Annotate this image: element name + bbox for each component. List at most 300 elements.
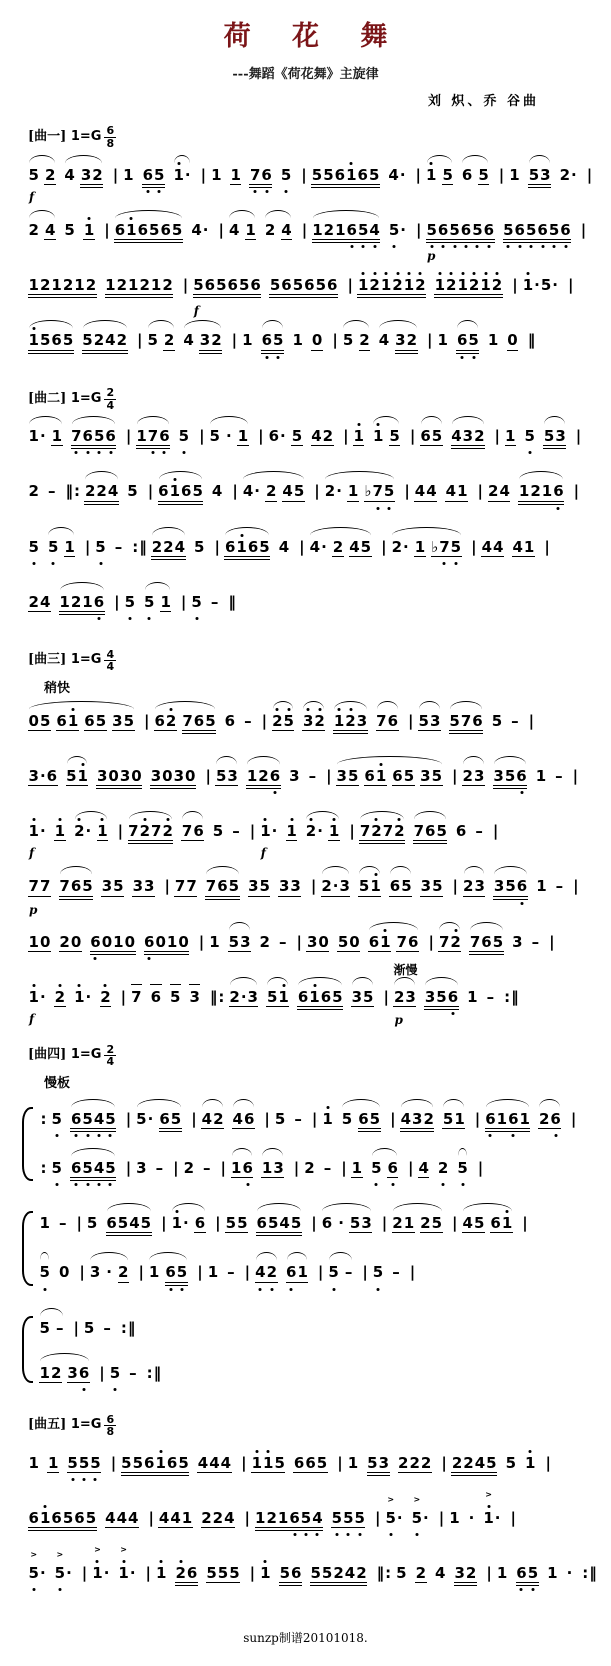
note-token: –	[47, 482, 56, 501]
barline: :‖	[120, 1318, 136, 1337]
note-token: 441	[158, 1508, 193, 1527]
note-token: 6 5 4 5	[70, 1159, 116, 1181]
note-token: 21	[392, 1214, 415, 1233]
note-group	[461, 166, 489, 185]
note-token: 1	[47, 1453, 59, 1472]
note-token: 1	[505, 427, 516, 446]
composer-credit: 刘 炽、乔 谷曲	[427, 94, 539, 109]
note-token: 2	[44, 165, 56, 184]
section-tag: [曲五]	[28, 1417, 71, 1433]
barline: |	[76, 1214, 82, 1233]
time-signature: $\frac{6}{8}$	[106, 1412, 115, 1439]
music-line	[28, 806, 611, 861]
barline: |	[244, 1508, 251, 1527]
note-token: 224	[151, 538, 185, 560]
note-token: 1	[54, 822, 65, 841]
note-token: 2	[332, 537, 344, 556]
note-token: 4	[44, 220, 56, 239]
barline: |	[362, 1263, 368, 1282]
barline: |	[197, 1263, 203, 1282]
barline: ‖	[228, 592, 236, 611]
note-token: 2	[100, 988, 111, 1007]
note-token: 2	[415, 1564, 427, 1583]
note-token: 72 72	[128, 822, 174, 844]
note-token: 25	[420, 1214, 443, 1233]
note-token: 33	[278, 877, 301, 896]
barline: :‖	[582, 1564, 597, 1583]
barline: |	[311, 1214, 317, 1233]
note-token: 565656 f	[193, 276, 261, 319]
note-token: 1	[123, 165, 134, 184]
note-token: 05	[28, 711, 51, 730]
note-token: –	[344, 1263, 353, 1282]
note-group	[154, 712, 216, 734]
note-token: 1	[83, 221, 94, 240]
section-4	[0, 1043, 611, 1397]
barline: |	[258, 427, 264, 446]
note-token: 1216	[59, 593, 105, 615]
key-signature: 1=G	[70, 652, 102, 668]
note-token: 1 ·	[173, 166, 191, 184]
barline: |	[249, 822, 256, 841]
note-token: 5	[372, 1263, 383, 1281]
barline: |	[528, 711, 535, 730]
note-token: 61	[368, 933, 391, 952]
note-token: 2 5	[272, 712, 295, 731]
barline: |	[117, 822, 124, 841]
note-token: 32	[80, 166, 103, 188]
dynamic-marking: p	[29, 902, 38, 917]
note-token: 33	[132, 877, 155, 896]
key-signature: 1=G	[70, 1047, 102, 1063]
note-token: 6	[224, 711, 236, 730]
note-group	[89, 1263, 129, 1282]
note-group	[47, 538, 75, 557]
barline: |	[572, 766, 579, 785]
note-token: 5	[389, 427, 400, 446]
note-token: 224	[84, 482, 118, 504]
note-token: 1 > ·	[92, 1545, 110, 1583]
note-token: 5	[341, 1109, 353, 1128]
note-token: 1	[211, 165, 222, 184]
note-token: 2·	[559, 165, 577, 184]
note-token: 20	[59, 932, 82, 951]
note-group	[368, 933, 419, 952]
barline: |	[404, 482, 410, 501]
barline: |	[408, 711, 414, 730]
barline: |	[381, 537, 387, 556]
note-token: 2	[265, 482, 277, 501]
note-token: 35	[420, 766, 443, 785]
note-token: 5561 65	[311, 166, 380, 188]
note-token: 6 5	[165, 1263, 188, 1285]
note-token: 65	[84, 711, 107, 730]
note-token: 51	[66, 767, 89, 786]
key-signature: 1=G	[70, 1417, 102, 1433]
note-token: 44	[481, 537, 504, 556]
note-token: 35	[248, 877, 270, 896]
barline: |	[164, 877, 170, 896]
note-token: 44	[414, 482, 437, 501]
note-token: –	[511, 711, 519, 730]
note-token: 24	[488, 482, 510, 501]
barline: |	[249, 1564, 256, 1583]
note-token: 53	[418, 712, 441, 731]
note-token: 42	[311, 427, 334, 446]
barline: |	[125, 1158, 132, 1177]
note-token: 61	[490, 1214, 513, 1233]
note-token: 1	[547, 1564, 558, 1583]
note-token: –	[392, 1263, 400, 1282]
note-token: 222	[398, 1453, 432, 1472]
note-token: 4	[418, 1158, 429, 1177]
barline: |	[452, 877, 459, 896]
note-group	[28, 427, 63, 446]
note-group	[74, 822, 109, 841]
note-token: 1 2 1 2 1 2	[357, 276, 426, 298]
time-signature: $\frac{2}{4}$	[106, 1042, 115, 1069]
barline: |	[241, 1453, 247, 1472]
dynamic-marking: f	[193, 304, 199, 319]
music-line	[28, 577, 611, 632]
section-tag: [曲三]	[28, 652, 71, 668]
note-token: 5	[291, 427, 303, 446]
note-token: 5	[491, 711, 503, 730]
dynamic-marking: f	[29, 846, 35, 861]
barline: |	[415, 220, 422, 239]
note-token: 1	[286, 822, 297, 841]
music-line	[28, 205, 611, 264]
note-token: 17 6	[136, 427, 170, 449]
note-token: 3030	[96, 767, 142, 789]
barline: |	[452, 1214, 458, 1233]
note-token: 61 6565	[114, 221, 183, 243]
barline: |	[215, 1214, 221, 1233]
voices	[35, 1201, 532, 1300]
note-token: –	[278, 932, 287, 951]
note-token: 5	[39, 1318, 50, 1337]
barline: |	[474, 1109, 481, 1128]
note-group	[305, 822, 340, 841]
note-token: 3	[512, 932, 523, 951]
note-group	[268, 427, 303, 446]
barline: |	[81, 1564, 88, 1583]
note-token: 1	[414, 537, 426, 556]
barline: |	[409, 427, 416, 446]
note-token: 4	[278, 537, 290, 556]
note-token: 5	[274, 1109, 286, 1128]
note-token: 5	[342, 331, 354, 350]
note-token: 35	[101, 877, 124, 896]
note-token: 42	[201, 1110, 224, 1129]
barline: |	[544, 537, 550, 556]
note-token: 35	[420, 877, 443, 896]
note-token: 6 5	[261, 331, 284, 353]
barline: |	[512, 276, 518, 295]
note-token: 55242	[310, 1564, 367, 1586]
note-token: 1	[237, 427, 249, 446]
note-token: 65	[358, 1110, 381, 1132]
time-signature: $\frac{4}{4}$	[106, 647, 115, 674]
barline: |	[477, 1158, 484, 1177]
note-token: 53	[367, 1454, 390, 1476]
note-group	[144, 593, 172, 612]
system-brace	[22, 1107, 33, 1182]
barline: |	[486, 1564, 492, 1583]
music-line	[28, 315, 611, 370]
barline: |	[522, 1214, 528, 1233]
barline: |	[180, 592, 187, 611]
dynamic-marking: p	[394, 1013, 403, 1028]
note-token: –	[555, 766, 563, 785]
barline: |	[104, 220, 110, 239]
barline: |	[137, 331, 143, 350]
note-token: 35	[336, 766, 359, 785]
note-token: 6	[461, 165, 473, 184]
barline: |	[73, 1318, 79, 1337]
note-token: 2·3	[321, 877, 351, 896]
note-token: 1216	[518, 482, 564, 504]
barline: |	[575, 427, 582, 446]
barline: |	[299, 537, 305, 556]
barline: |	[332, 331, 338, 350]
note-token: 23	[463, 877, 486, 896]
note-token: 24	[28, 592, 51, 611]
note-token: 1	[509, 165, 520, 184]
barline: |	[492, 822, 499, 841]
note-token: 5 6 5 6 5 6 p	[426, 220, 495, 264]
note-group	[28, 165, 56, 204]
barline: ‖:	[65, 482, 80, 501]
note-token: 46	[232, 1110, 255, 1129]
barline: :	[40, 1109, 47, 1128]
note-token: 35	[351, 988, 374, 1007]
barline: |	[182, 276, 189, 295]
barline: |	[409, 1263, 416, 1282]
note-token: 1	[347, 482, 359, 501]
barline: |	[580, 220, 587, 239]
music-line	[28, 466, 611, 521]
music-line	[28, 751, 611, 806]
note-token: 32	[454, 1564, 477, 1586]
note-token: 5 5 5	[67, 1454, 101, 1473]
barline: |	[218, 220, 224, 239]
barline: |	[161, 1214, 167, 1233]
time-signature: $\frac{2}{4}$	[106, 386, 115, 412]
music-line	[28, 522, 611, 577]
barline: |	[586, 165, 593, 184]
section-header	[28, 1413, 611, 1438]
note-token: 51	[358, 877, 381, 896]
note-token: ·	[566, 1564, 573, 1583]
note-token: 76	[181, 822, 204, 841]
note-token: 2 6	[175, 1564, 198, 1586]
note-token: 1	[328, 822, 339, 841]
note-token: 45	[462, 1214, 485, 1233]
barline: |	[407, 1158, 414, 1177]
note-token: 5	[524, 427, 535, 445]
note-group	[426, 166, 454, 185]
note-token: 1	[437, 331, 448, 350]
note-group	[28, 712, 135, 731]
note-token: 1 ·	[171, 1214, 189, 1232]
note-token: 1	[160, 592, 171, 611]
page-title: 荷 花 舞	[223, 21, 404, 52]
barline: |	[314, 482, 320, 501]
note-group	[136, 1110, 182, 1132]
note-token: 6 5	[456, 331, 479, 353]
note-token: 5	[194, 537, 205, 556]
barline: |	[145, 1564, 152, 1583]
note-token: 4 2	[255, 1263, 278, 1282]
note-token: 53	[215, 767, 238, 786]
note-token: 1	[449, 1508, 460, 1527]
note-token: 61	[364, 767, 387, 786]
note-token: 6	[194, 1214, 206, 1233]
note-token: 121212	[28, 276, 97, 298]
note-token: 65	[389, 877, 412, 896]
note-token: 4	[281, 220, 292, 239]
note-token: 51	[266, 988, 289, 1007]
note-token: 53	[228, 933, 251, 952]
barline: |	[471, 537, 477, 556]
note-token: 65	[420, 427, 443, 446]
barline: |	[415, 165, 422, 184]
barline: |	[200, 165, 207, 184]
barline: |	[494, 427, 501, 446]
note-token: 4·	[242, 482, 260, 501]
note-token: 6 16 1	[485, 1110, 531, 1132]
note-token: 1	[322, 1110, 333, 1128]
note-token: 1 ·	[74, 988, 92, 1006]
note-token: 1	[535, 766, 547, 785]
note-group	[321, 1214, 372, 1233]
section-tag: [曲四]	[28, 1047, 71, 1063]
note-token: 5 f	[28, 165, 39, 204]
note-token: 45	[349, 537, 372, 556]
note-group	[372, 427, 400, 446]
note-group	[228, 221, 256, 240]
barline: |	[199, 427, 205, 446]
note-token: 2	[259, 932, 270, 951]
barline: :‖	[504, 987, 519, 1006]
barline: |	[112, 165, 119, 184]
note-token: 121212	[105, 276, 174, 298]
note-token: 23	[462, 767, 485, 786]
barline: |	[232, 482, 238, 501]
note-token: 5	[170, 988, 181, 1006]
note-token: 555	[206, 1564, 240, 1583]
note-group	[371, 1159, 399, 1178]
note-token: 10	[28, 932, 51, 951]
barline: |	[138, 1263, 144, 1282]
note-token: 576	[449, 712, 483, 734]
note-token: 5 > ·	[385, 1509, 403, 1527]
note-token: –	[232, 822, 240, 841]
note-token: ·	[106, 1263, 112, 1282]
note-group	[147, 331, 175, 350]
note-token: –	[155, 1158, 164, 1177]
music-line	[28, 150, 611, 205]
note-token: 4	[378, 331, 390, 350]
note-token: 5	[124, 593, 135, 611]
note-token: –	[210, 592, 219, 611]
music-line	[28, 260, 611, 319]
note-token: 5 > ·	[28, 1564, 46, 1582]
note-token: 5	[83, 1318, 95, 1337]
barline: |	[79, 1263, 85, 1282]
note-token: 5	[147, 331, 158, 350]
score	[0, 125, 611, 1603]
note-token: 1 2 3	[333, 712, 367, 734]
note-token: 16	[231, 1159, 254, 1178]
barline: |	[261, 711, 268, 730]
music-line	[28, 1489, 611, 1548]
note-token: 6 5	[142, 166, 165, 188]
barline: |	[349, 822, 355, 841]
note-token: 61	[56, 712, 79, 731]
note-group	[171, 1214, 206, 1233]
note-token: 765	[469, 933, 503, 955]
barline: |	[477, 482, 484, 501]
note-token: 3030	[150, 767, 196, 789]
note-token: –	[555, 877, 564, 896]
voices	[35, 1306, 166, 1398]
note-token: 765	[413, 822, 447, 844]
note-token: 5	[478, 165, 489, 184]
dynamic-marking: f	[29, 1012, 35, 1027]
note-token: 1	[245, 220, 256, 239]
note-token: 0	[58, 1263, 70, 1282]
dynamic-marking: f	[260, 846, 266, 861]
note-group	[336, 767, 443, 786]
barline: |	[545, 1453, 551, 1472]
note-token: 1	[209, 932, 220, 951]
note-token: –	[486, 987, 495, 1006]
barline: |	[383, 987, 389, 1006]
note-token: 5	[505, 1453, 516, 1472]
note-token: –	[475, 822, 483, 841]
section-5	[0, 1413, 611, 1603]
note-token: 432	[451, 427, 485, 449]
section-header	[28, 387, 611, 412]
note-token: 2	[163, 331, 175, 350]
note-token: 5	[442, 165, 453, 184]
barline: |	[144, 711, 150, 730]
barline: ‖:	[209, 987, 225, 1006]
note-token: 356	[493, 767, 527, 789]
note-group	[341, 1110, 380, 1132]
barline: |	[264, 1109, 270, 1128]
note-token: 3·6	[28, 766, 58, 785]
note-token: 5 6 5 6 5 6	[503, 221, 572, 243]
note-token: 2	[437, 1159, 448, 1177]
barline: |	[296, 932, 302, 951]
note-group	[392, 1214, 443, 1233]
music-line	[28, 962, 611, 1028]
note-token: –	[114, 537, 123, 556]
note-group	[324, 482, 395, 501]
note-token: 224	[201, 1508, 235, 1527]
note-group	[328, 1263, 353, 1281]
system-brace	[22, 1316, 33, 1384]
note-token: 1 > ·	[118, 1545, 136, 1583]
music-line	[39, 1201, 532, 1250]
note-token: 1 · f	[28, 822, 46, 840]
note-token: 1	[230, 165, 241, 184]
barline: |	[301, 165, 307, 184]
note-token: 65	[159, 1110, 182, 1132]
